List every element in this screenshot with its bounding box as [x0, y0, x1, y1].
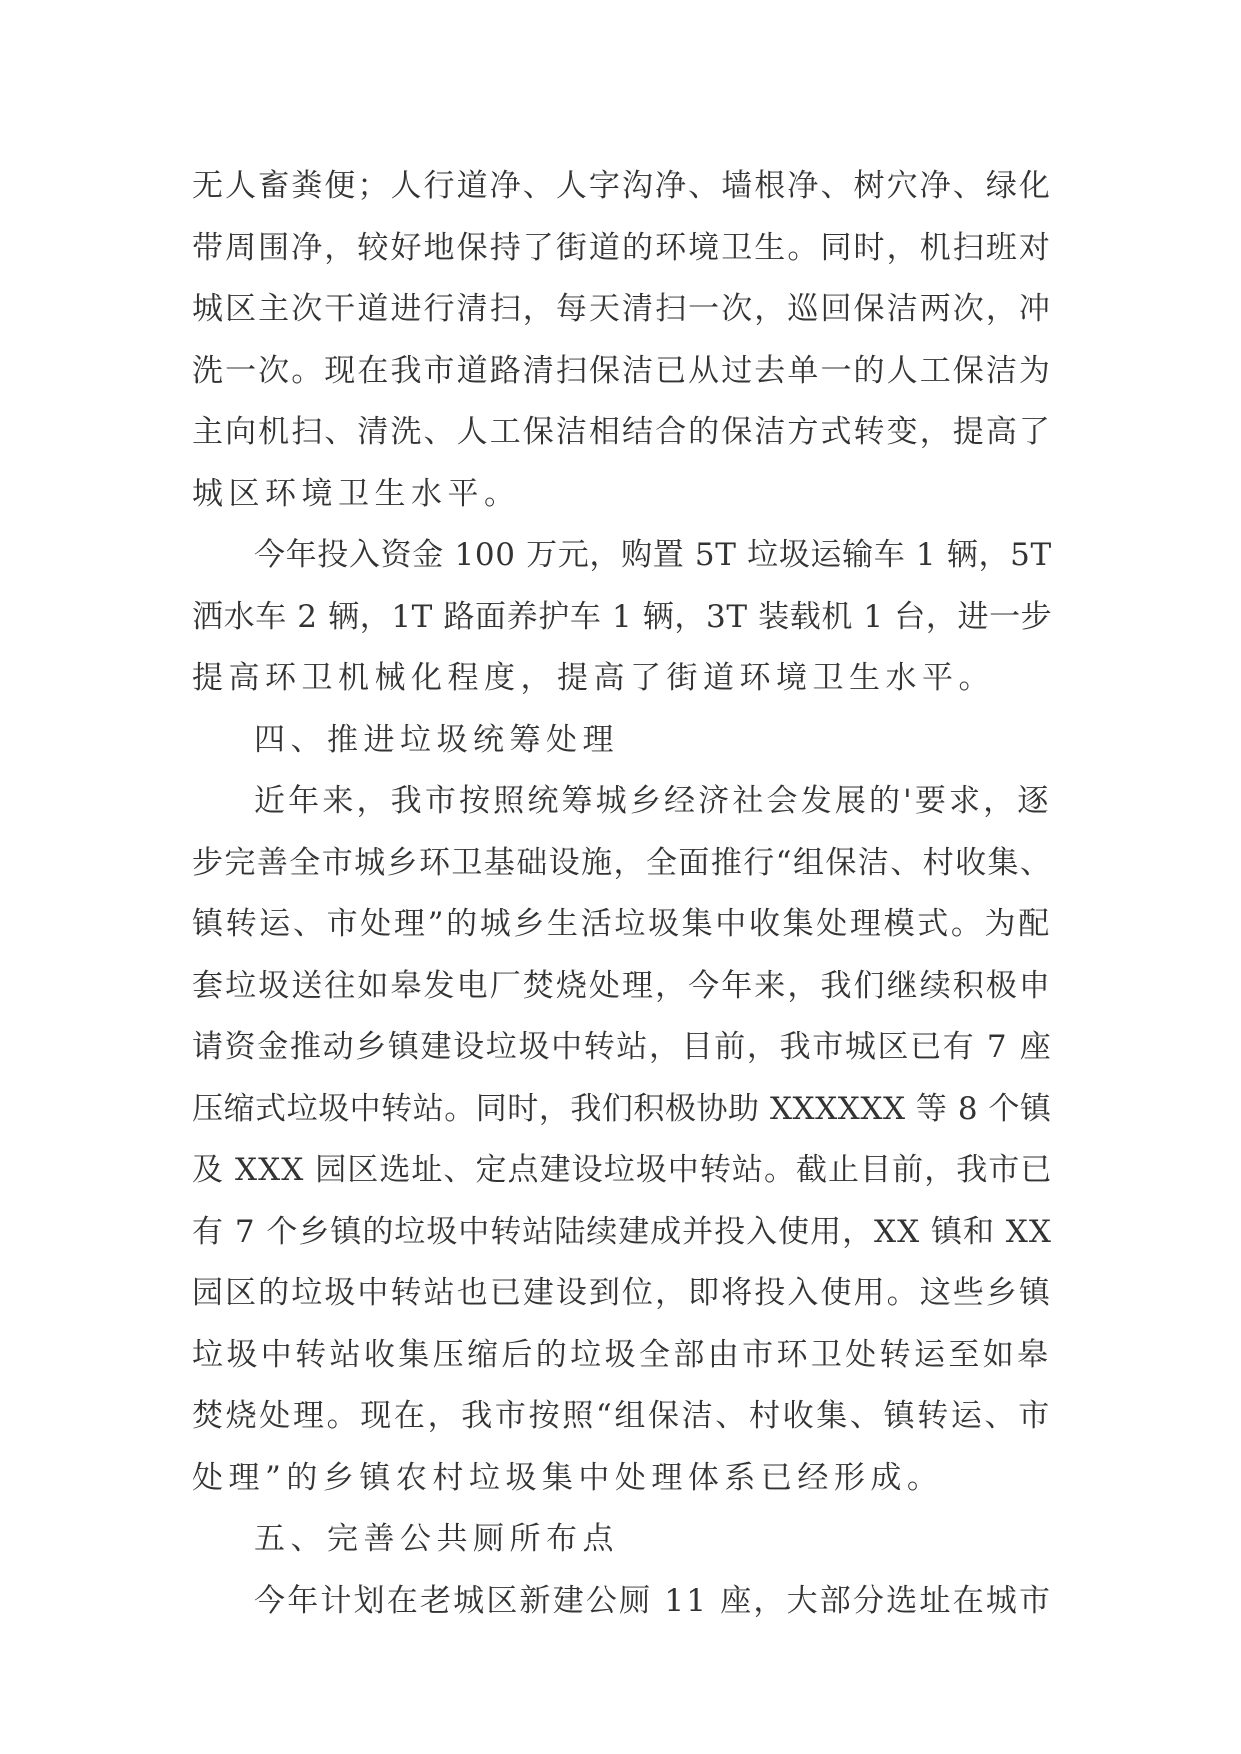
text-line: 提高环卫机械化程度，提高了街道环境卫生水平。 — [192, 660, 995, 696]
text-line: 处理”的乡镇农村垃圾集中处理体系已经形成。 — [192, 1459, 944, 1496]
text-line: 洒水车 2 辆，1T 路面养护车 1 辆，3T 装载机 1 台，进一步 — [192, 598, 1053, 635]
text-line: 洗一次。现在我市道路清扫保洁已从过去单一的人工保洁为 — [192, 352, 1052, 389]
text-line: 步完善全市城乡环卫基础设施，全面推行“组保洁、村收集、 — [192, 844, 1053, 881]
text-line: 五、完善公共厕所布点 — [254, 1521, 619, 1557]
text-line: 四、推进垃圾统筹处理 — [254, 721, 619, 758]
text-line: 有 7 个乡镇的垃圾中转站陆续建成并投入使用，XX 镇和 XX — [192, 1213, 1052, 1250]
text-line: 压缩式垃圾中转站。同时，我们积极协助 XXXXXX 等 8 个镇 — [192, 1090, 1052, 1127]
text-line: 园区的垃圾中转站也已建设到位，即将投入使用。这些乡镇 — [192, 1275, 1052, 1311]
text-line: 镇转运、市处理”的城乡生活垃圾集中收集处理模式。为配 — [192, 906, 1052, 942]
text-line: 套垃圾送往如皋发电厂焚烧处理，今年来，我们继续积极申 — [192, 967, 1052, 1004]
text-line: 及 XXX 园区选址、定点建设垃圾中转站。截止目前，我市已 — [192, 1152, 1053, 1188]
document-body — [192, 156, 1052, 1632]
text-line: 请资金推动乡镇建设垃圾中转站，目前，我市城区已有 7 座 — [192, 1029, 1053, 1065]
text-line: 今年投入资金 100 万元，购置 5T 垃圾运输车 1 辆，5T — [254, 537, 1052, 573]
text-line: 垃圾中转站收集压缩后的垃圾全部由市环卫处转运至如皋 — [192, 1336, 1052, 1373]
text-line: 焚烧处理。现在，我市按照“组保洁、村收集、镇转运、市 — [192, 1398, 1052, 1434]
text-line: 近年来，我市按照统筹城乡经济社会发展的'要求，逐 — [254, 783, 1052, 819]
text-line: 主向机扫、清洗、人工保洁相结合的保洁方式转变，提高了 — [192, 414, 1052, 450]
text-line: 城区主次干道进行清扫，每天清扫一次，巡回保洁两次，冲 — [192, 291, 1052, 327]
text-line: 今年计划在老城区新建公厕 11 座，大部分选址在城市 — [254, 1582, 1053, 1619]
text-line: 城区环境卫生水平。 — [192, 475, 521, 512]
text-line: 带周围净，较好地保持了街道的环境卫生。同时，机扫班对 — [192, 229, 1052, 266]
text-line: 无人畜粪便；人行道净、人字沟净、墙根净、树穴净、绿化 — [192, 168, 1052, 204]
